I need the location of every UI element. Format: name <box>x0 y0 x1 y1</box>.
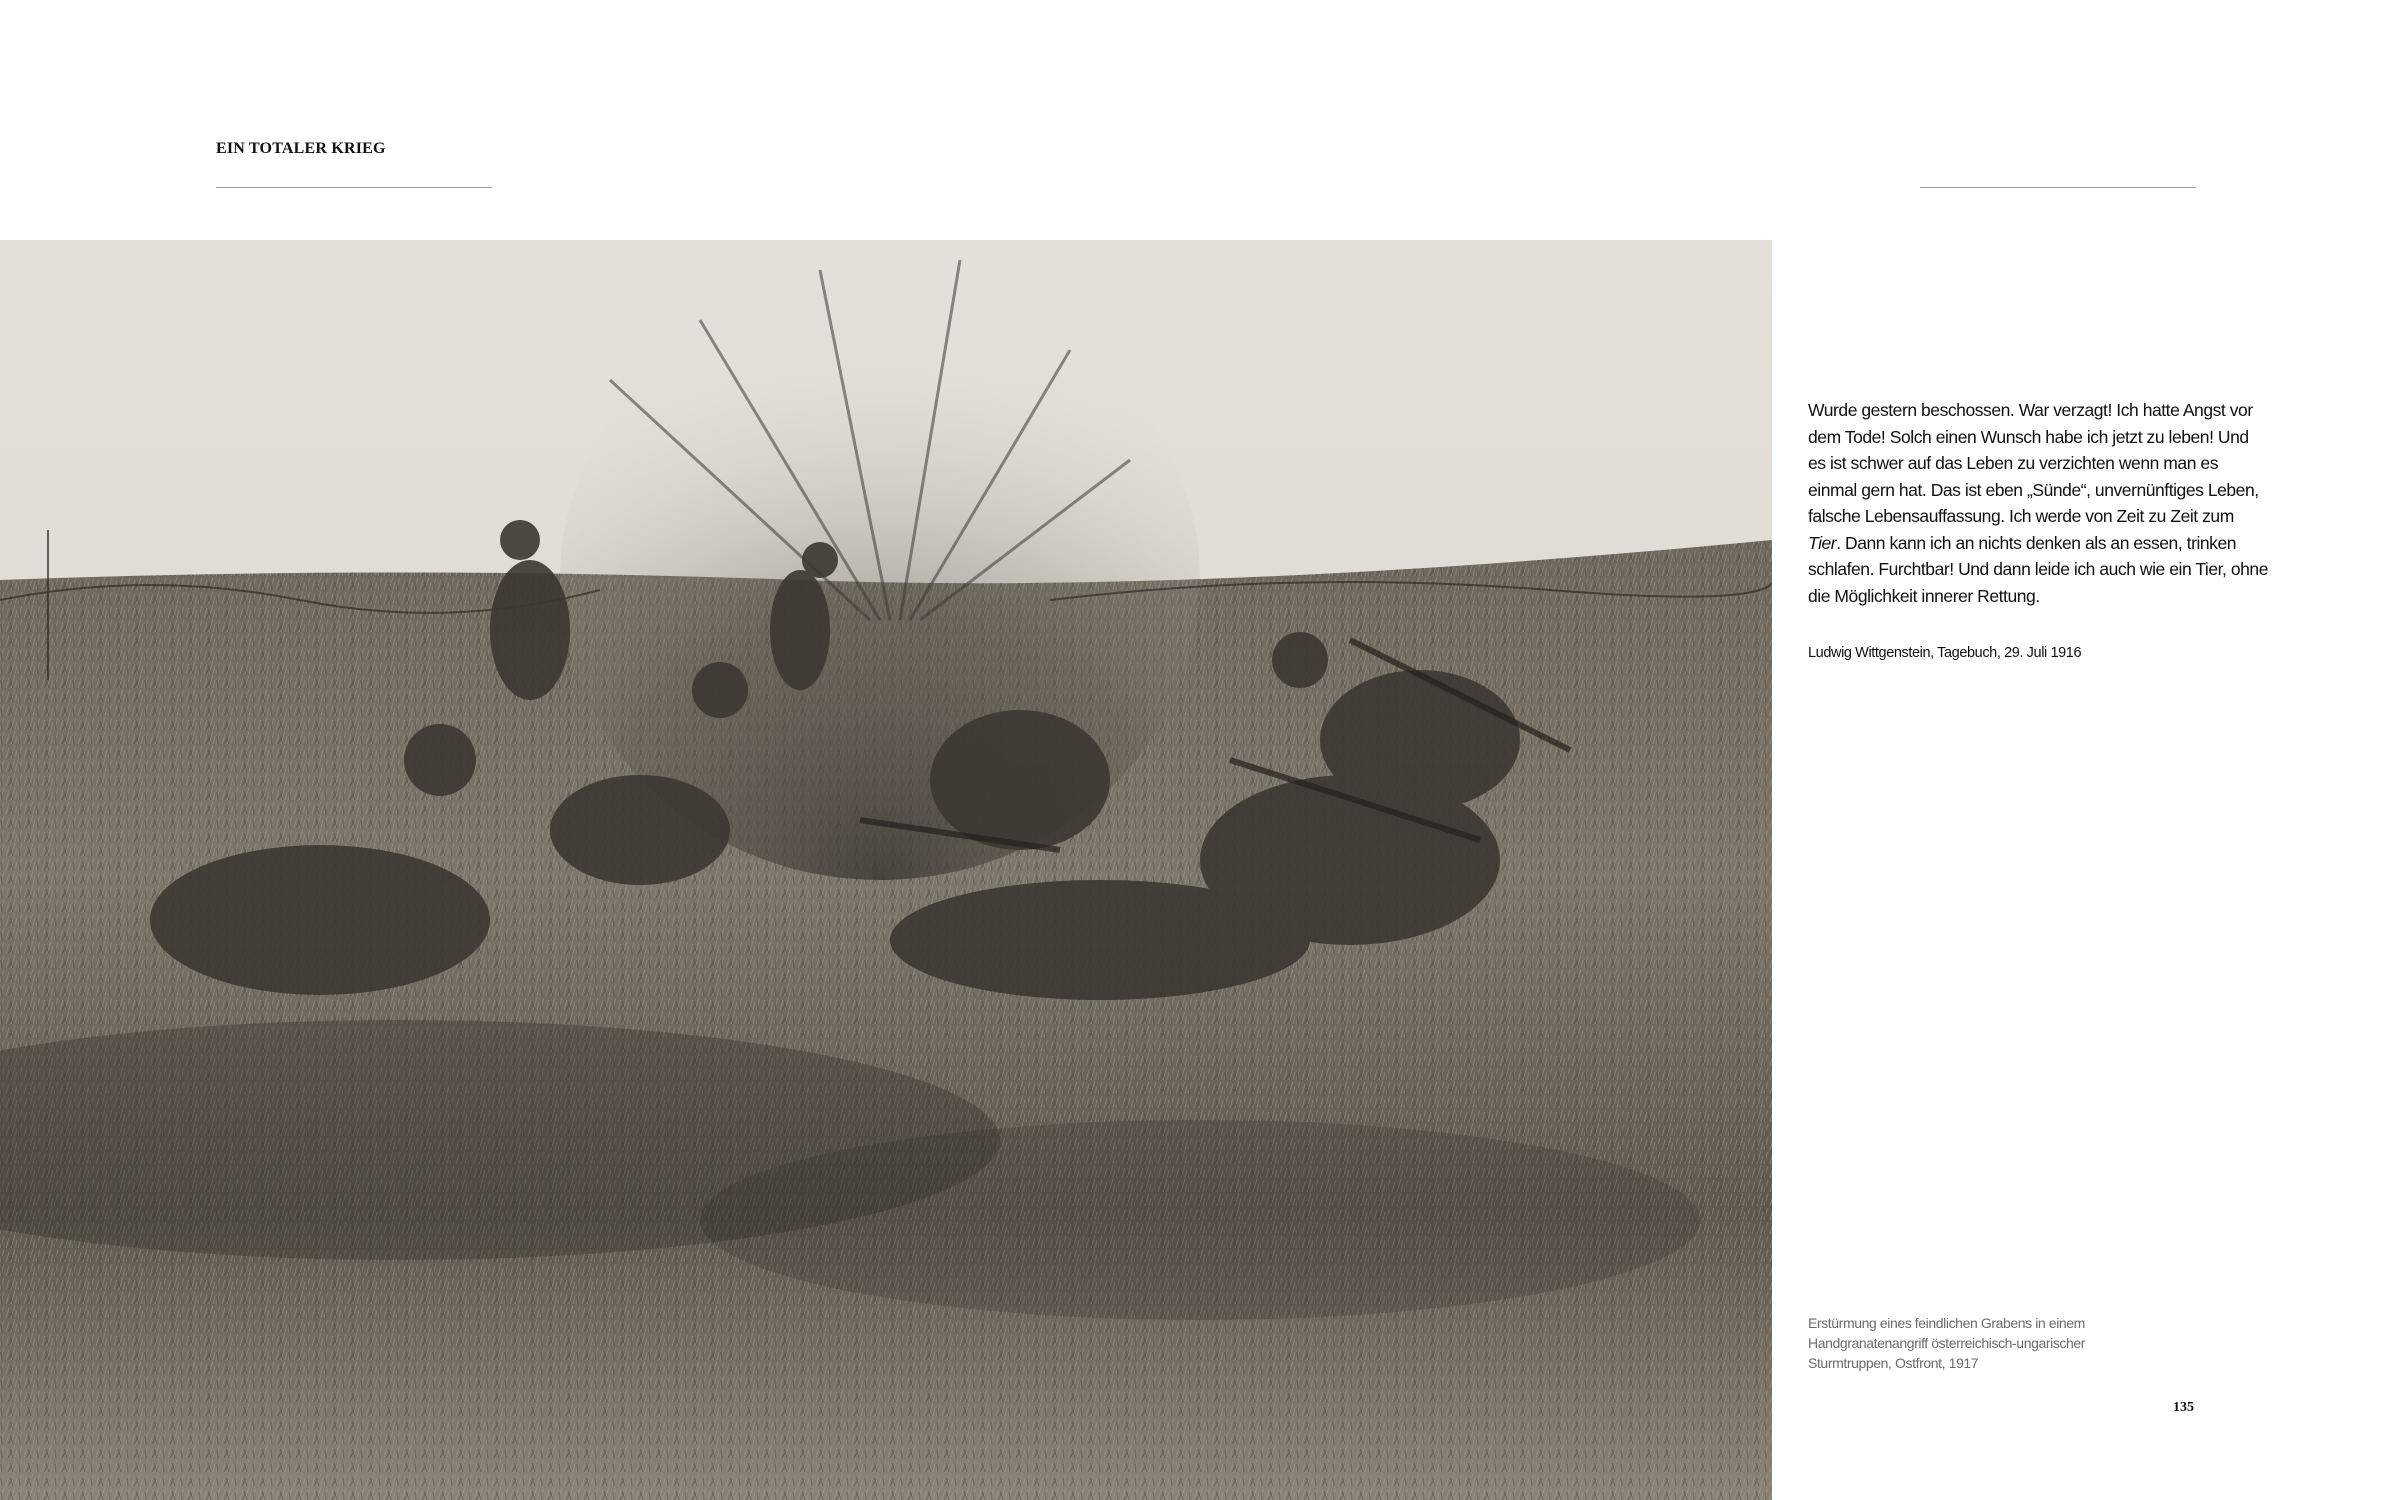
header-rule-right <box>1920 187 2196 188</box>
photo-caption <box>1808 1313 2108 1373</box>
historical-photo <box>0 240 1772 1500</box>
quote-text-2: . Dann kann ich an nichts denken als an essen, trinken schlafen. Furchtbar! Und dann leide ich auch wie ein Tier, ohne die Möglichkeit innerer Rettung. <box>1808 532 2269 606</box>
caption-line: Handgranatenangriff österreichisch-ungarischer <box>1808 1335 2086 1351</box>
photo-icon <box>0 240 1772 1500</box>
running-head: EIN TOTALER KRIEG <box>216 140 386 157</box>
quote-emphasis: Tier <box>1808 532 1837 553</box>
quote-text-1: Wurde gestern beschossen. War verzagt! Ich hatte Angst vor dem Tode! Solch einen Wunsch habe ich jetzt zu leben! Und es ist schwer auf das Leben zu verzichten wenn man es einmal gern hat. Das ist eben „Sünde“, unvernünftiges Leben, falsche Lebensauffassung. Ich werde von Zeit zu Zeit zum <box>1808 400 2259 526</box>
caption-line: Sturmtruppen, Ostfront, 1917 <box>1808 1355 1979 1371</box>
page-number: 135 <box>2173 1400 2194 1415</box>
quote-source: Ludwig Wittgenstein, Tagebuch, 29. Juli 1916 <box>1808 645 2082 661</box>
caption-line: Erstürmung eines feindlichen Grabens in einem <box>1808 1315 2085 1331</box>
header-rule-left <box>216 187 492 188</box>
diary-quote <box>1808 397 2268 609</box>
